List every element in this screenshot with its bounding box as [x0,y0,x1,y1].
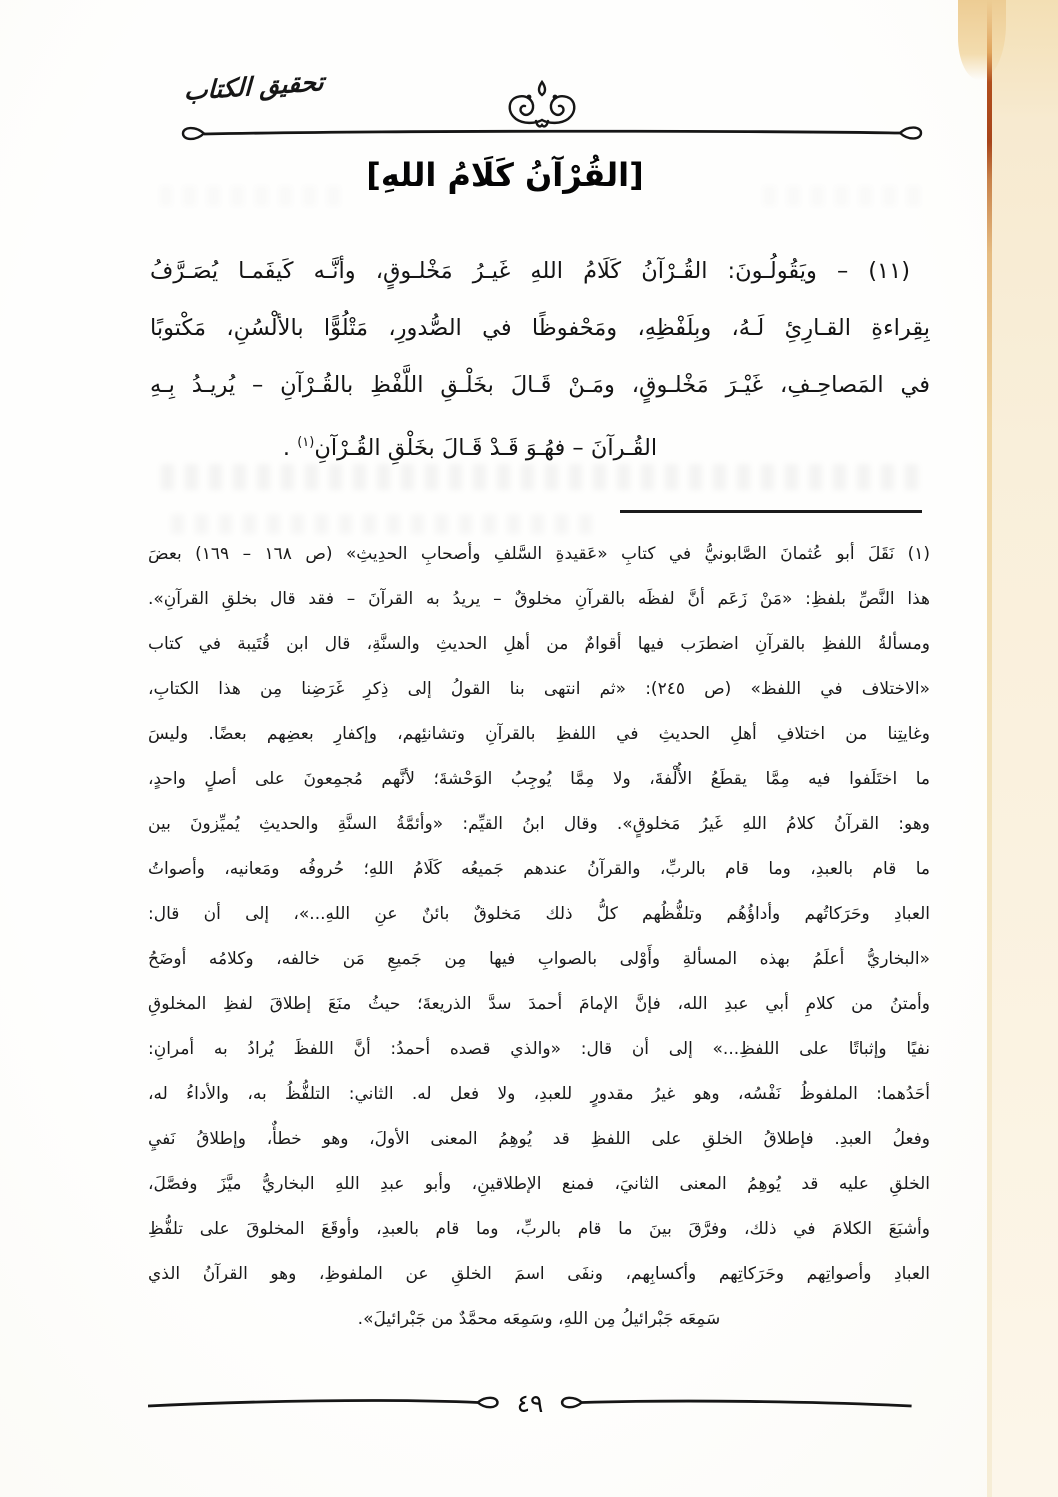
page-edge-line [987,0,992,1497]
footnote-line: وفعلُ العبدِ. فإطلاقُ الخلقِ على اللفظِ قد يُوهِمُ المعنى الأولَ، وهو خطأٌ، وإطلاقُ نَفيِ [148,1129,930,1149]
footnote-line: ومسألةُ اللفظِ بالقرآنِ اضطرَب فيها أقوامٌ من أهلِ الحديثِ والسنَّةِ، قال ابن قُتَيبة في كتاب [148,634,930,654]
footnote-line: العبادِ وحَرَكاتُهم وأداؤُهُم وتلفُّظُهم كلُّ ذلك مَخلوقٌ بائنٌ عنِ اللهِ...»، إلى أن قال: [148,904,930,924]
footer-rule-left-segment [148,1391,501,1415]
sentence-end: . [282,435,298,461]
bleedthrough-smudge [162,514,592,534]
paragraph-line: في المَصاحِـفِ، غَيْـرَ مَخْلـوقٍ، ومَـنْ قَـالَ بخَلْـقِ اللَّفْظِ بالقُـرْآنِ – يُريـدُ بِـهِ [150,372,930,398]
running-head: تحقيق الكتاب [183,67,325,106]
footnote-last-line: سَمِعَه جَبْرائيلُ مِن اللهِ، وسَمِعَه محمَّدٌ من جَبْرائيلَ». [357,1309,721,1329]
paragraph-last-line-text: القُـرآنَ – فهُـوَ قَـدْ قَـالَ بخَلْقِ القُـرْآنِ [314,435,658,461]
footnote-block [148,532,930,1342]
footnote-line: ما اختَلَفوا فيه مِمَّا يقطَعُ الأُلْفةَ، ولا مِمَّا يُوجِبُ الوَحْشةَ؛ لأنَّهم مُجمِعونَ على أصلٍ واحدٍ، [148,769,930,789]
footnote-line: وغايتِنا من اختلافِ أهلِ الحديثِ في اللفظِ بالقرآنِ وتشانئِهم، وإكفارِ بعضِهم بعضًا. وليسَ [148,724,930,744]
footnote-line: وأمتنُ من كلامِ أبي عبدِ الله، فإنَّ الإمامَ أحمدَ سدَّ الذريعةَ؛ حيثُ منَعَ إطلاقَ لفظِ المخلوقِ [148,994,930,1014]
footnote-line: أحَدُهما: الملفوظُ نَفْسُه، وهو غيرُ مقدورٍ للعبدِ، ولا فعل له. الثاني: التلفُّظُ به، والأداءُ له، [148,1084,930,1104]
page-number: ٤٩ [516,1388,544,1418]
paragraph-line: بِقِراءةِ القـارِئِ لَـهُ، وبِلَفْظِهِ، ومَحْفوظًا في الصُّدورِ، مَتْلُوًّا بالألْسُنِ، مَكْتوبًا [150,315,930,341]
footnote-line: «الاختلاف في اللفظ» (ص ٢٤٥): «ثم انتهى بنا القولُ إلى ذِكرِ غَرَضِنا مِن هذا الكتابِ، [148,679,930,699]
footnote-separator-rule [620,510,922,513]
teardrop-finial-icon [563,1398,583,1407]
footnote-ref-marker: (١) [297,435,315,450]
footnote-line: (١) نَقَلَ أبو عُثمانَ الصَّابونيُّ في كتابِ «عَقيدةِ السَّلفِ وأصحابِ الحدِيثِ» (ص ١٦٨ – ١٦٩) بعضَ [148,544,930,564]
header-rule [178,118,926,148]
paragraph-last-line [150,414,930,471]
footnote-line: وهو: القرآنُ كلامُ اللهِ غَيرُ مَخلوقٍ». وقال ابنُ القيِّم: «وأئمَّةُ السنَّةِ والحديثِ يُميِّزونَ بين [148,814,930,834]
teardrop-finial-icon [900,128,921,139]
teardrop-finial-icon [183,128,204,139]
teardrop-finial-icon [478,1398,498,1407]
footnote-line: نفيًا وإثباتًا على اللفظِ...» إلى أن قال: «والذي قصده أحمدُ: أنَّ اللفظَ يُرادُ به أمرانِ: [148,1039,930,1059]
footnote-line: ما قام بالعبدِ، وما قام بالربِّ، والقرآنُ عندهم جَميعُه كَلَامُ اللهِ؛ حُروفُه ومَعانيه، وأصواتُ [148,859,930,879]
footer-rule-right-segment [559,1391,912,1415]
footnote-line: الخلقِ عليه قد يُوهِمُ المعنى الثانيَ، فمنع الإطلاقينِ، وأبو عبدِ اللهِ البخاريُّ ميَّزَ وفصَّلَ، [148,1174,930,1194]
page-edge-scan-band [990,0,1058,1497]
section-title: [القُرْآنُ كَلَامُ اللهِ] [366,156,644,194]
paragraph-line: (١١) – ويَقُولُـونَ: القُـرْآنُ كَلَامُ اللهِ غَيـرُ مَخْلـوقٍ، وأنَّـه كَيفَمـا يُصَـرَّفُ [150,258,910,284]
page-footer [148,1388,912,1418]
footnote-line: «البخاريُّ أعلَمُ بهذه المسألةِ وأَوْلى بالصوابِ فيها مِن جَميعِ مَن خالفه، وكلامُه أوضَحُ [148,949,930,969]
footnote-line: هذا النَّصِّ بلفظِ: «مَنْ زَعَم أنَّ لفظَه بالقرآنِ مخلوقٌ – يريدُ به القرآنَ – فقد قال بخلقِ القرآنِ». [148,589,930,609]
main-paragraph [150,243,930,471]
footnote-line: العبادِ وأصواتِهم وحَرَكاتِهم وأكسابِهم، ونفَى اسمَ الخلقِ عن الملفوظِ، وهو القرآنُ الذي [148,1264,930,1284]
footnote-line: وأشبَعَ الكلامَ في ذلك، وفرَّقَ بينَ ما قام بالربِّ، وما قام بالعبدِ، وأوقَعَ المخلوقَ على تلفُّظِ [148,1219,930,1239]
